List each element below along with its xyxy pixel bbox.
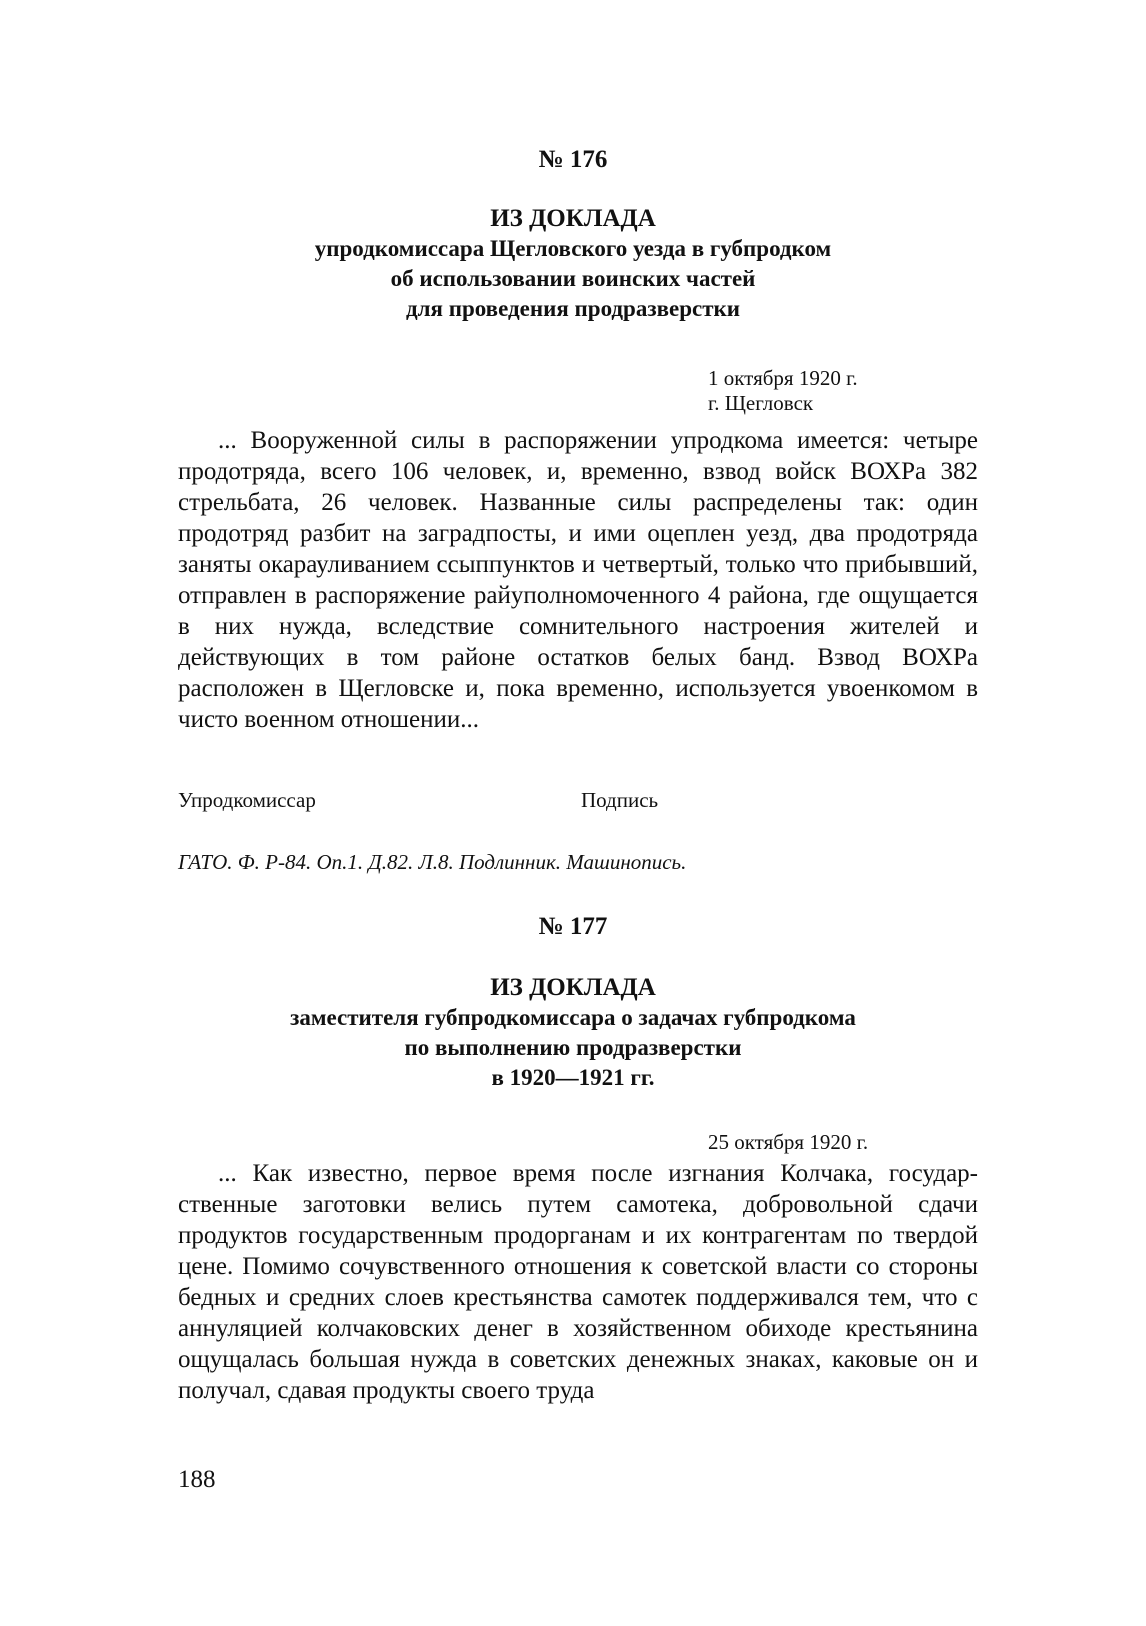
document-title: [0, 204, 1146, 324]
title-line: по выполнению продразверстки: [404, 1035, 742, 1060]
document-body: ... Вооруженной силы в распоряжении упродкома имеется: четыре продотряда, всего 106 человек, и, временно, взвод войск ВОХРа 382 стрельбата, 26 человек. Названные силы распределены так: один продотряд разбит на заградпосты, и ими оцеплен уезд, два продотряда заняты окарауливанием ссыппунктов и четвертый, только что прибывший, отправлен в распоряжение райуполномоченного 4 района, где ощущается в них нужда, вследствие сомнительного настроения жителей и действующих в том районе остатков белых банд. Взвод ВОХРа расположен в Щегловске и, пока временно, используется увоенкомом в чисто военном отношении...: [178, 427, 978, 733]
page-number: 188: [178, 1466, 216, 1493]
title-heading: ИЗ ДОКЛАДА: [490, 205, 656, 232]
title-line: в 1920—1921 гг.: [491, 1065, 655, 1090]
archive-source: ГАТО. Ф. Р-84. Оп.1. Д.82. Л.8. Подлинник. Машинопись.: [178, 850, 687, 874]
document-title: [0, 973, 1146, 1093]
document-date: 1 октября 1920 г.: [708, 366, 858, 390]
title-line: упродкомиссара Щегловского уезда в губпродком: [314, 236, 832, 261]
title-line: заместителя губпродкомиссара о задачах губпродкома: [290, 1005, 856, 1030]
document-body: ... Как известно, первое время после изгнания Колчака, государственные заготовки велись путем самотека, добровольной сдачи продуктов государственным продорганам и их контрагентам по твердой цене. Помимо сочувственного отношения к советской власти со стороны бедных и средних слоев крестьянства самотек поддерживался тем, что с аннуляцией колчаковских денег в хозяйственном обиходе крестьянина ощущалась большая нужда в советских денежных знаках, каковые он и получал, сдавая продукты своего труда: [178, 1160, 978, 1404]
document-number: № 176: [538, 146, 608, 173]
document-date: 25 октября 1920 г.: [708, 1130, 869, 1154]
document-number: № 177: [538, 913, 608, 940]
document-place: г. Щегловск: [708, 391, 814, 415]
title-heading: ИЗ ДОКЛАДА: [490, 974, 656, 1001]
signature: Подпись: [581, 788, 659, 812]
title-line: для проведения продразверстки: [405, 296, 741, 321]
signature-title: Упродкомиссар: [178, 788, 316, 812]
title-line: об использовании воинских частей: [390, 266, 756, 291]
